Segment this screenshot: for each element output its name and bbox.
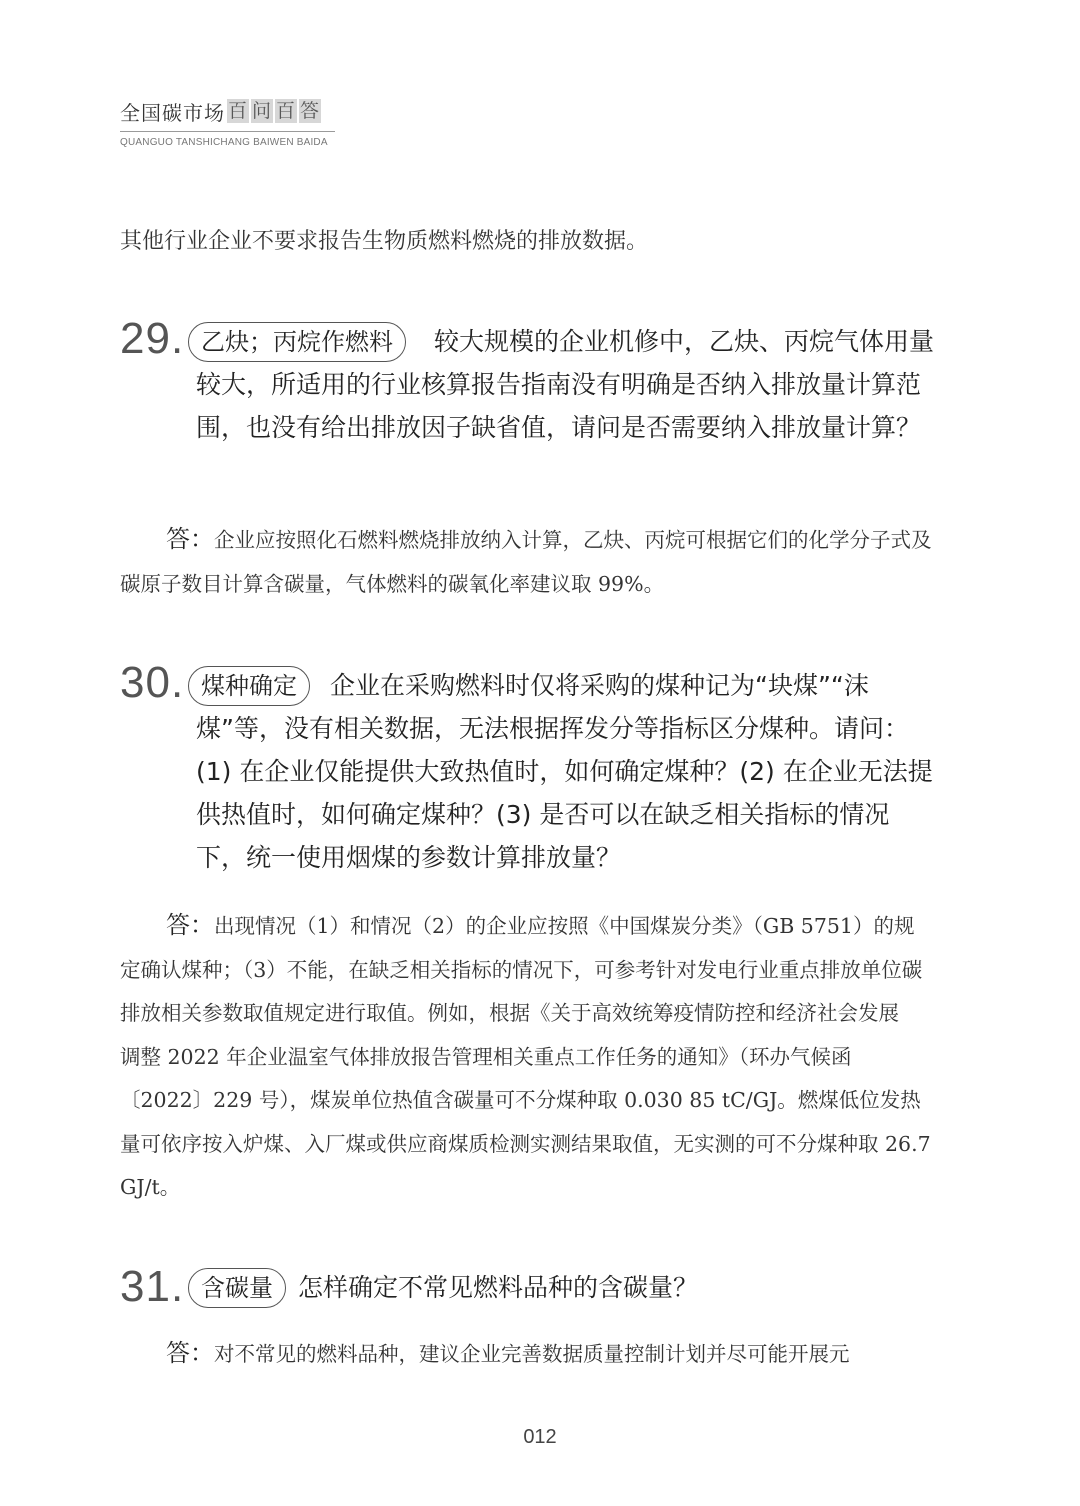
header-divider — [120, 131, 335, 132]
question-text: 企业在采购燃料时仅将采购的煤种记为“块煤”“沫煤”等，没有相关数据，无法根据挥发分等指标区分煤种。请问：(1) 在企业仅能提供大致热值时，如何确定煤种？(2) 在企业无法提供热值时，如何确定煤种？(3) 是否可以在缺乏相关指标的情况下，统一使用烟煤的参数计算排放量？ — [196, 671, 933, 872]
answer-text: 对不常见的燃料品种，建议企业完善数据质量控制计划并尽可能开展元 — [214, 1342, 850, 1366]
header-title-box: 百 — [227, 100, 248, 122]
question-tag: 煤种确定 — [188, 666, 310, 706]
header-title — [120, 96, 335, 126]
answer-label: 答： — [166, 911, 214, 939]
answer-text: 企业应按照化石燃料燃烧排放纳入计算，乙炔、丙烷可根据它们的化学分子式及碳原子数目计算含碳量，气体燃料的碳氧化率建议取 99%。 — [120, 528, 932, 596]
answer-text: 出现情况（1）和情况（2）的企业应按照《中国煤炭分类》（GB 5751）的规定确认煤种；（3）不能，在缺乏相关指标的情况下，可参考针对发电行业重点排放单位碳排放相关参数取值规定进行取值。例如，根据《关于高效统筹疫情防控和经济社会发展 调整 2022 年企业温室气体排放报告管理相关重点工作任务的通知》（环办气候函〔2022〕229 号），煤炭单位热值含碳量可不分煤种取 0.030 85 tC/GJ。燃煤低位发热量可依序按入炉煤、入厂煤或供应商煤质检测实测结果取值，无实测的可不分煤种取 26.7 GJ/t。 — [120, 914, 931, 1199]
header-title-box: 问 — [251, 100, 272, 122]
intro-paragraph: 其他行业企业不要求报告生物质燃料燃烧的排放数据。 — [120, 229, 649, 254]
running-header — [120, 96, 335, 148]
answer-31 — [120, 1332, 932, 1377]
question-text: 怎样确定不常见燃料品种的含碳量？ — [298, 1273, 699, 1302]
answer-30 — [120, 904, 932, 1210]
question-tag: 乙炔；丙烷作燃料 — [188, 322, 406, 362]
question-number: 30. — [120, 658, 185, 707]
answer-label: 答： — [166, 1339, 214, 1367]
question-tag: 含碳量 — [188, 1268, 286, 1308]
header-title-box: 百 — [275, 100, 296, 122]
answer-29 — [120, 518, 932, 606]
header-title-box: 答 — [299, 100, 320, 122]
answer-label: 答： — [166, 525, 214, 553]
header-title-plain: 全国碳市场 — [120, 100, 225, 125]
header-subtitle: QUANGUO TANSHICHANG BAIWEN BAIDA — [120, 137, 328, 148]
question-text: 较大规模的企业机修中，乙炔、丙烷气体用量较大，所适用的行业核算报告指南没有明确是否纳入排放量计算范围，也没有给出排放因子缺省值，请问是否需要纳入排放量计算？ — [196, 327, 935, 442]
page-number: 012 — [523, 1426, 557, 1448]
question-number: 31. — [120, 1262, 185, 1311]
question-number: 29. — [120, 314, 185, 363]
